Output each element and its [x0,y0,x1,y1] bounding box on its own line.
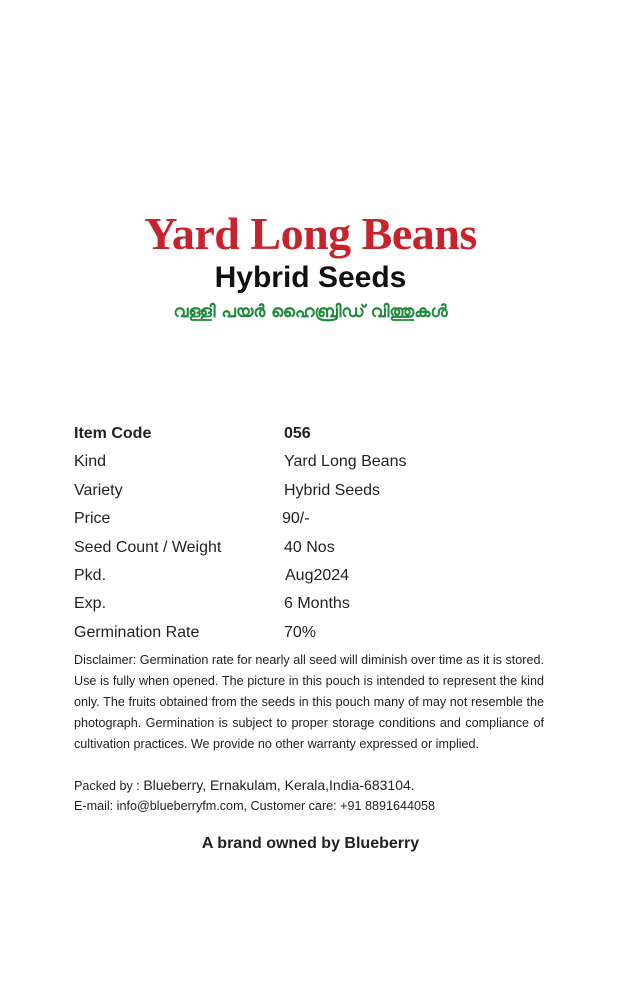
brand-line: A brand owned by Blueberry [201,835,420,852]
spec-value: Yard Long Beans [284,453,407,471]
packed-by-address: Blueberry, Ernakulam, Kerala,India-683104. [143,777,415,793]
spec-value: 70% [284,623,317,641]
spec-row-kind [74,448,554,476]
spec-label: Price [74,510,111,528]
spec-row-germination-rate [74,619,554,647]
product-title: Yard Long Beans [144,208,477,259]
spec-value: 90/- [282,510,310,528]
spec-row-variety [74,477,554,505]
spec-row-item-code [74,420,554,448]
spec-value: 40 Nos [284,538,335,556]
spec-row-packed-date [74,562,554,590]
spec-value: Hybrid Seeds [284,481,381,499]
spec-label: Seed Count / Weight [74,538,222,556]
spec-value: Aug2024 [285,566,350,584]
packed-by-label: Packed by : [74,779,140,793]
spec-value: 6 Months [284,595,350,613]
spec-label: Kind [74,453,107,471]
product-subtitle: Hybrid Seeds [214,261,407,294]
disclaimer-text: Disclaimer: Germination rate for nearly all seed will diminish over time as it is stored. Use is fully when opened. The picture in this pouch is intended to represent the kind only. The fruits obtained from the seeds in this pouch many of may not resemble the photograph. Germination is subject to proper storage conditions and compliance of cultivation practices. We provide no other warranty expressed or implied. [74,653,544,751]
spec-row-expiry [74,590,554,618]
product-name-malayalam: വള്ളി പയർ ഹൈബ്രിഡ് വിത്തുകൾ [173,302,448,322]
spec-table [74,420,554,647]
spec-label: Item Code [74,425,152,442]
spec-label: Exp. [74,595,107,613]
spec-label: Germination Rate [74,623,200,641]
spec-value: 056 [284,425,311,442]
packed-by [74,775,554,797]
spec-label: Pkd. [74,566,107,584]
spec-label: Variety [74,481,123,499]
spec-row-price [74,505,554,533]
spec-row-seed-count [74,534,554,562]
contact-info: E-mail: info@blueberryfm.com, Customer care: +91 8891644058 [74,799,436,813]
